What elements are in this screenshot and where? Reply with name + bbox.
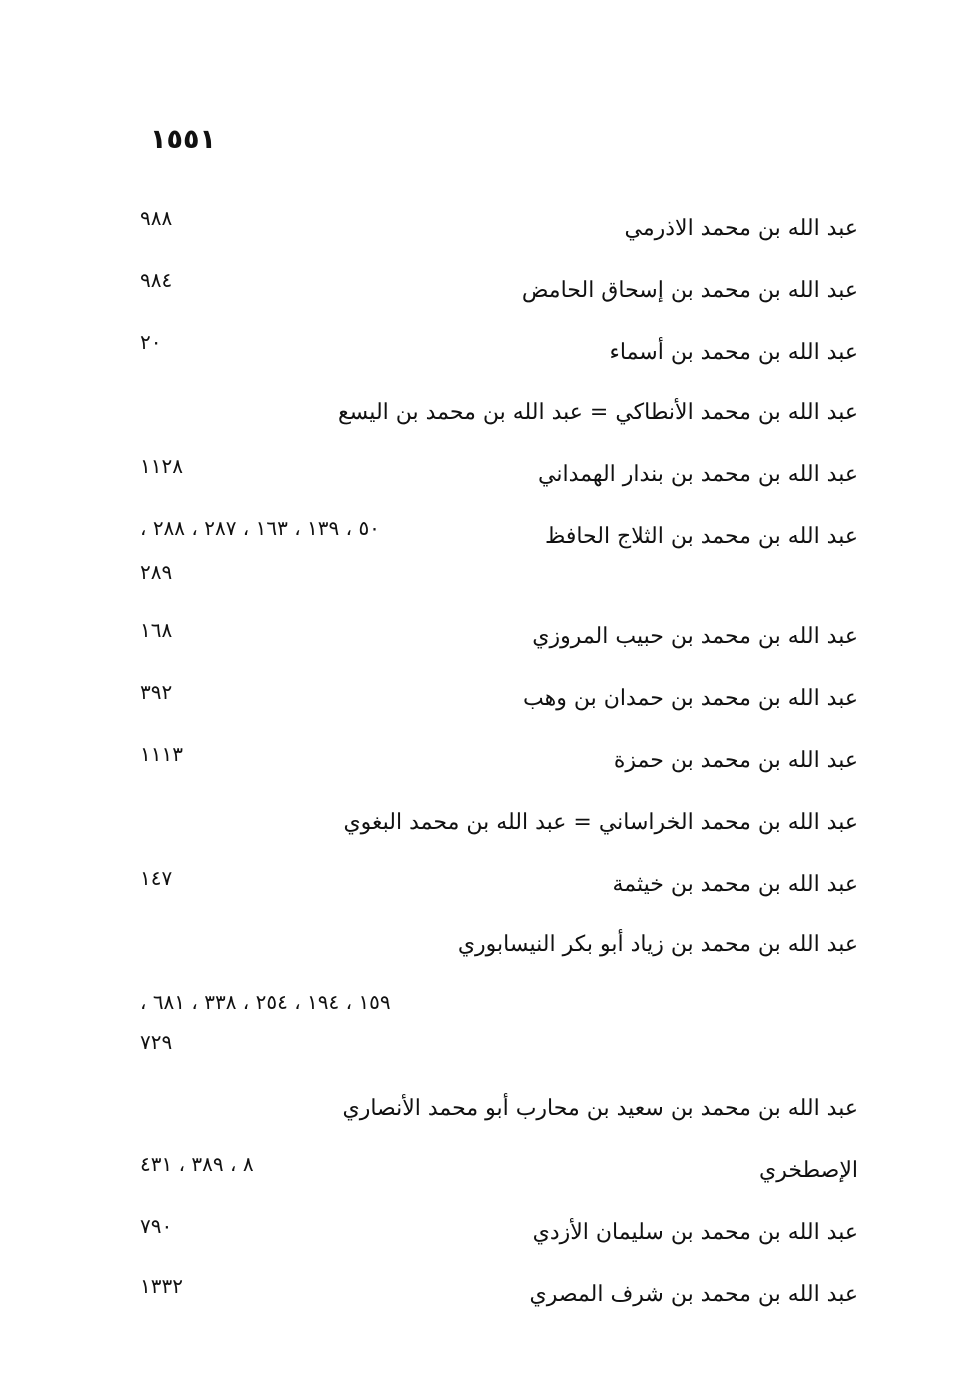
- entry-name: عبد الله بن محمد بن سليمان الأزدي: [532, 1220, 858, 1245]
- entry-name: عبد الله بن محمد بن شرف المصري: [529, 1282, 858, 1307]
- entry-pages: ١٣٣٢: [140, 1274, 183, 1298]
- entry-name: عبد الله بن محمد الاذرمي: [624, 216, 858, 241]
- entry-pages: ١١٢٨: [140, 454, 183, 478]
- entry-name: عبد الله بن محمد بن حمدان بن وهب: [523, 686, 858, 711]
- entry-pages: ٥٠ ، ١٣٩ ، ١٦٣ ، ٢٨٧ ، ٢٨٨ ،: [140, 516, 380, 540]
- entry-pages: ٣٩٢: [140, 680, 173, 704]
- entry-name: عبد الله بن محمد بن إسحاق الحامض: [521, 278, 858, 303]
- entry-name: عبد الله بن محمد بن زياد أبو بكر النيسابوري: [457, 932, 858, 957]
- entry-pages: ١٥٩ ، ١٩٤ ، ٢٥٤ ، ٣٣٨ ، ٦٨١ ،: [140, 990, 391, 1014]
- entry-pages: ٩٨٨: [140, 206, 173, 230]
- entry-pages: ٨ ، ٣٨٩ ، ٤٣١: [140, 1152, 254, 1176]
- entry-name: عبد الله بن محمد بن الثلاج الحافظ: [544, 524, 858, 549]
- entry-name: عبد الله بن محمد بن خيثمة: [612, 872, 858, 897]
- entry-name: عبد الله بن محمد بن بندار الهمداني: [538, 462, 858, 487]
- entry-name-crossref: عبد الله بن محمد الخراساني = عبد الله بن محمد البغوي: [343, 810, 858, 835]
- entry-name: عبد الله بن محمد بن حمزة: [613, 748, 858, 773]
- entry-name: عبد الله بن محمد بن سعيد بن محارب أبو محمد الأنصاري: [342, 1096, 858, 1121]
- entry-name-crossref: عبد الله بن محمد الأنطاكي = عبد الله بن محمد بن اليسع: [337, 400, 858, 425]
- entry-pages: ٧٩٠: [140, 1214, 173, 1238]
- entry-pages: ١٤٧: [140, 866, 173, 890]
- entry-pages: ٢٠: [140, 330, 162, 354]
- entry-pages: ١٦٨: [140, 618, 173, 642]
- entry-name: عبد الله بن محمد بن حبيب المروزي: [532, 624, 858, 649]
- entry-name: عبد الله بن محمد بن أسماء: [609, 340, 858, 365]
- page-number: ١٥٥١: [150, 124, 216, 155]
- entry-pages: ١١١٣: [140, 742, 183, 766]
- entry-name-continued: الإصطخري: [759, 1158, 858, 1183]
- entry-pages-continued: ٧٢٩: [140, 1030, 173, 1054]
- entry-pages-continued: ٢٨٩: [140, 560, 173, 584]
- entry-pages: ٩٨٤: [140, 268, 173, 292]
